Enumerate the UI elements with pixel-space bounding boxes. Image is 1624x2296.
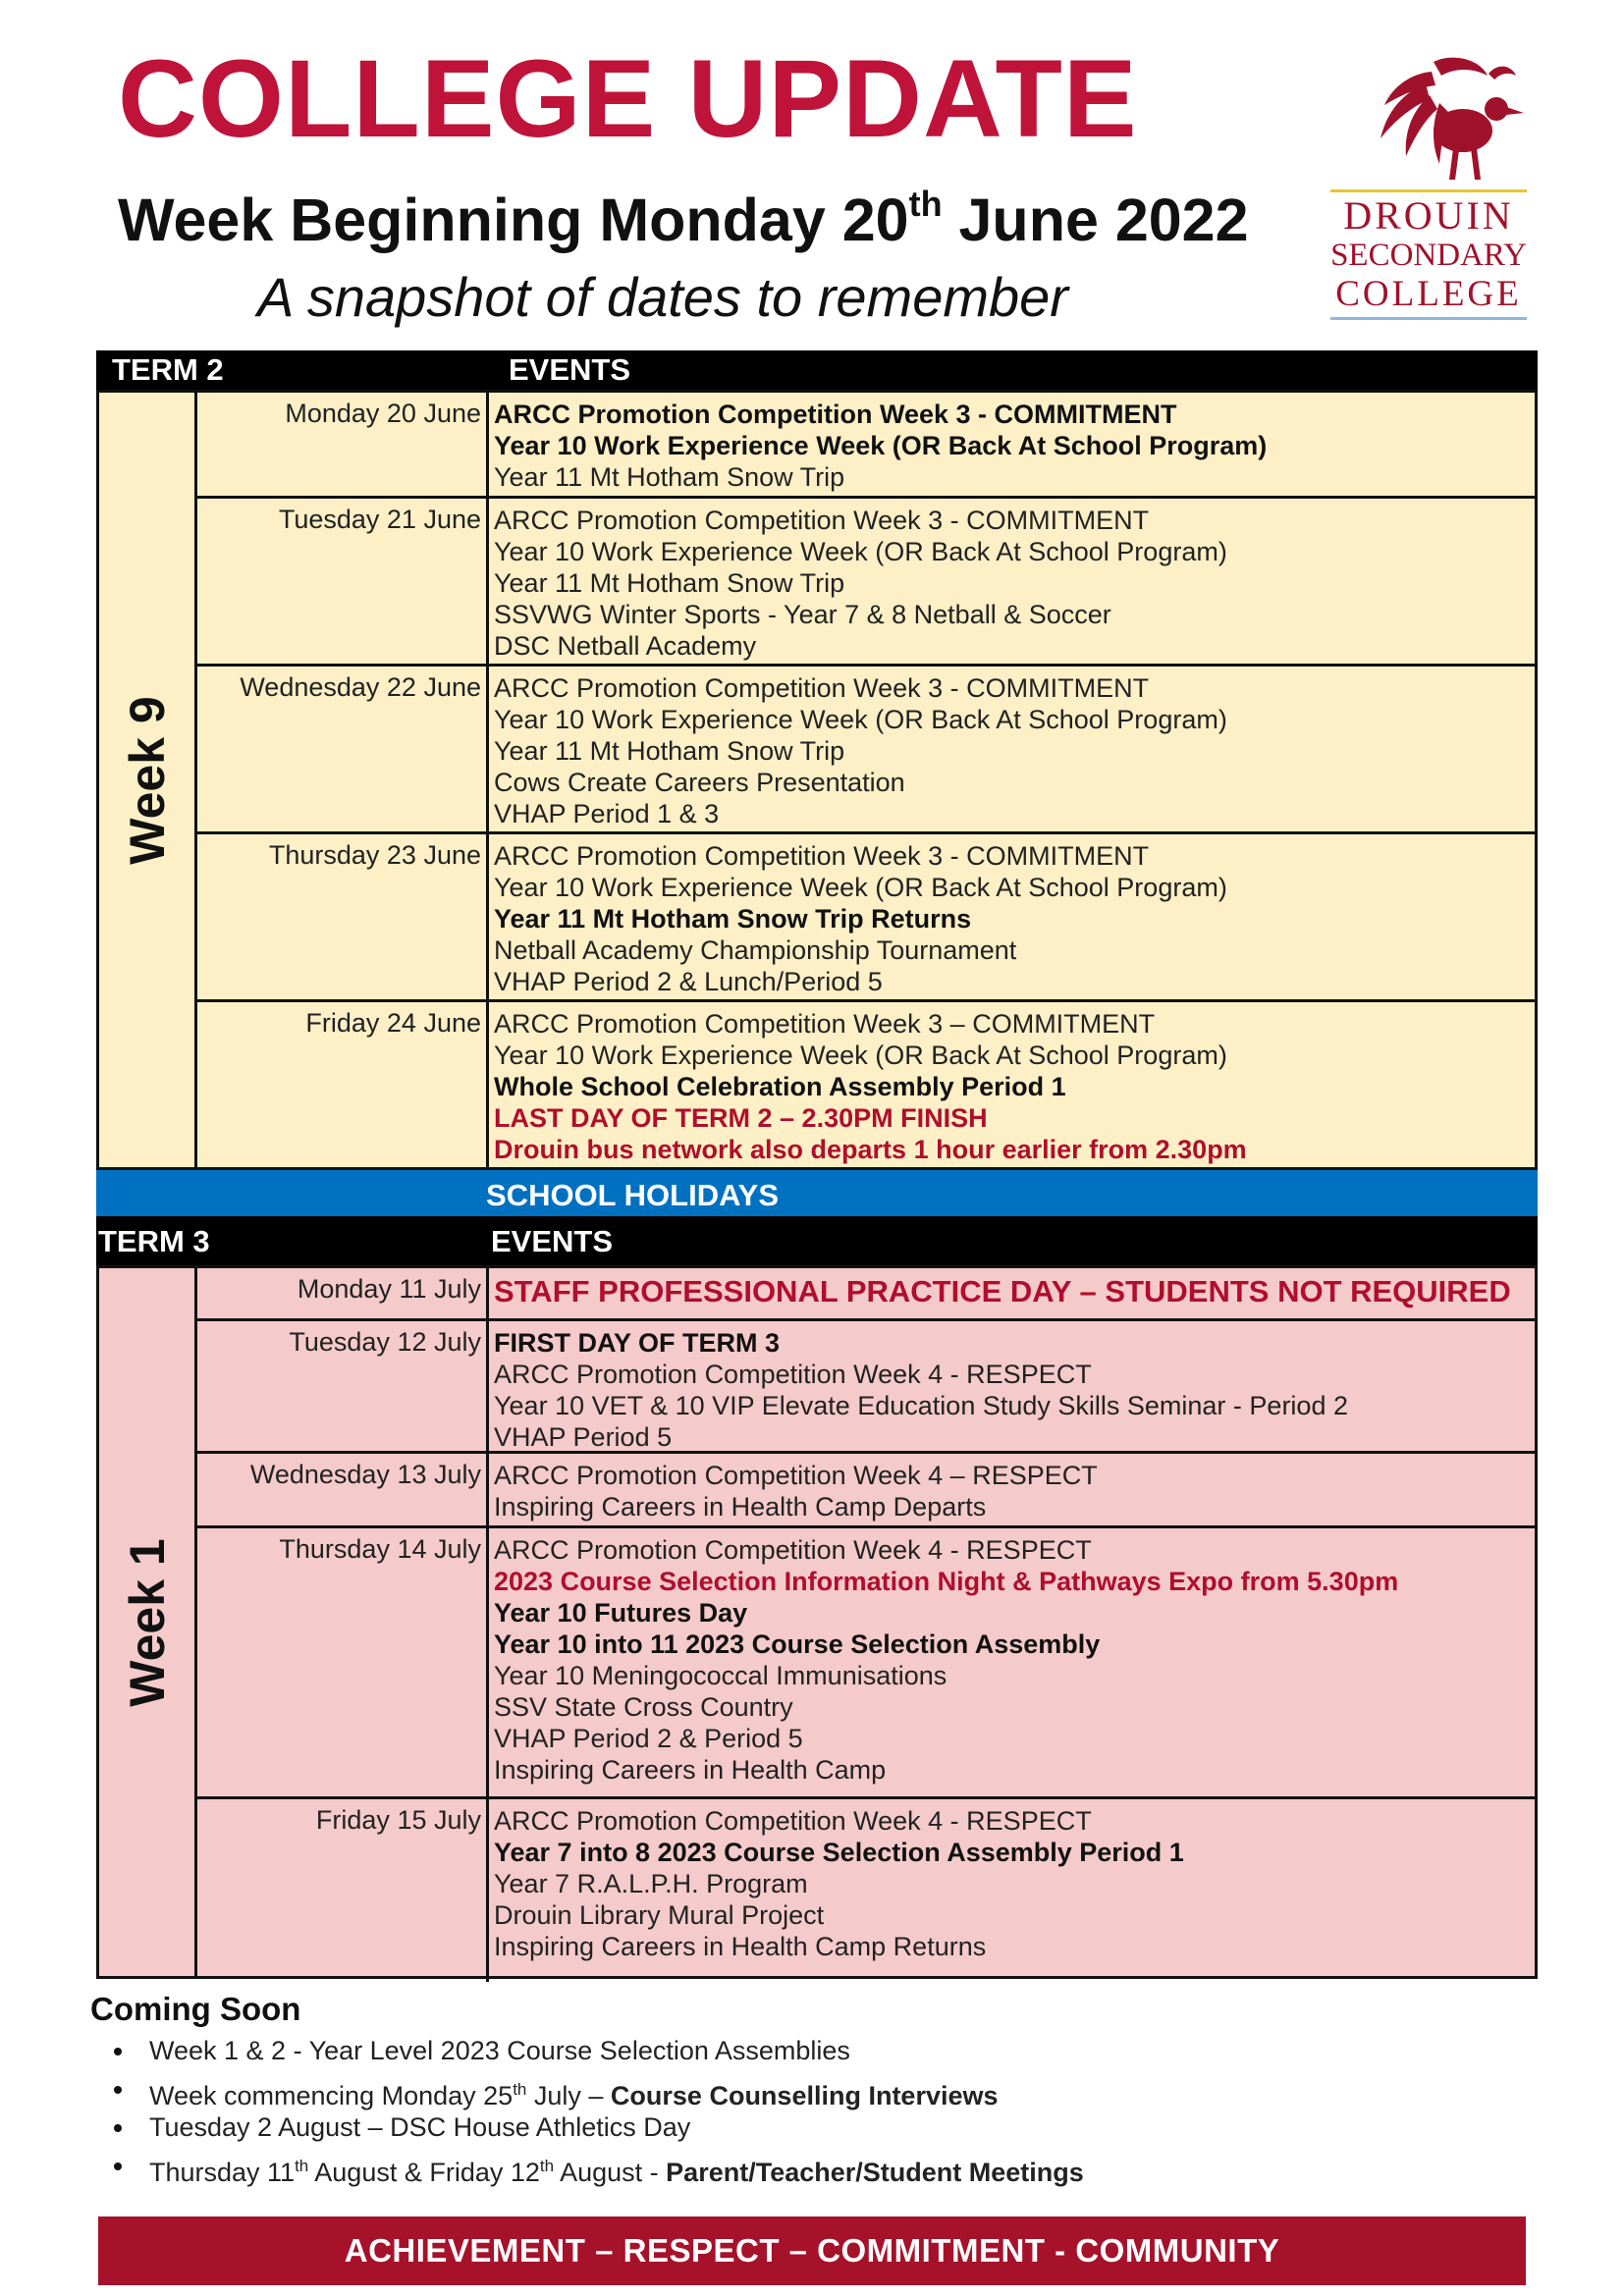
term2-header <box>96 350 1538 390</box>
day-events <box>494 1805 1529 1962</box>
event-item: Drouin bus network also departs 1 hour earlier from 2.30pm <box>494 1135 1247 1164</box>
coming-soon-item: Week commencing Monday 25th July – Course Counselling Interviews <box>108 2070 1084 2109</box>
event-item: Year 7 R.A.L.P.H. Program <box>494 1869 808 1898</box>
lyrebird-icon <box>1316 54 1542 187</box>
term2-table <box>96 390 1538 1170</box>
day-events <box>494 505 1529 662</box>
page-title: COLLEGE UPDATE <box>118 37 1138 160</box>
event-item: Inspiring Careers in Health Camp <box>494 1755 887 1785</box>
event-item: ARCC Promotion Competition Week 4 - RESPECT <box>494 1535 1092 1565</box>
day-row <box>197 1528 1535 1799</box>
event-item: Year 11 Mt Hotham Snow Trip Returns <box>494 904 972 934</box>
coming-soon-item: Thursday 11th August & Friday 12th August - Parent/Teacher/Student Meetings <box>108 2147 1084 2185</box>
day-events <box>494 1534 1529 1786</box>
bullet-icon <box>114 2124 122 2132</box>
event-item: SSVWG Winter Sports - Year 7 & 8 Netball & Soccer <box>494 600 1111 629</box>
logo-line-2: SECONDARY <box>1330 238 1527 273</box>
event-item: ARCC Promotion Competition Week 3 - COMMITMENT <box>494 673 1150 703</box>
event-item: Year 11 Mt Hotham Snow Trip <box>494 736 845 766</box>
event-item: DSC Netball Academy <box>494 631 757 661</box>
day-date: Thursday 23 June <box>197 834 489 999</box>
day-events <box>494 1327 1529 1453</box>
event-item: 2023 Course Selection Information Night & Pathways Expo from 5.30pm <box>494 1567 1399 1596</box>
coming-soon-title: Coming Soon <box>90 1991 301 2027</box>
event-item: ARCC Promotion Competition Week 4 – RESPECT <box>494 1461 1098 1490</box>
event-item: Year 10 Meningococcal Immunisations <box>494 1661 947 1690</box>
day-row <box>197 1454 1535 1528</box>
event-item: VHAP Period 1 & 3 <box>494 799 720 828</box>
event-item: Netball Academy Championship Tournament <box>494 935 1017 965</box>
week-1-label: Week 1 <box>119 1537 175 1707</box>
day-date: Monday 20 June <box>197 393 489 496</box>
event-item: LAST DAY OF TERM 2 – 2.30PM FINISH <box>494 1103 988 1133</box>
day-row <box>197 1321 1535 1454</box>
event-item: VHAP Period 2 & Period 5 <box>494 1724 803 1753</box>
event-item: Inspiring Careers in Health Camp Departs <box>494 1492 987 1522</box>
event-item: Whole School Celebration Assembly Period 1 <box>494 1072 1066 1101</box>
day-events <box>494 840 1529 997</box>
day-date: Thursday 14 July <box>197 1528 489 1796</box>
term3-table <box>96 1265 1538 1979</box>
day-date: Tuesday 21 June <box>197 499 489 664</box>
event-item: Year 10 Work Experience Week (OR Back At School Program) <box>494 1041 1227 1070</box>
event-item: Year 11 Mt Hotham Snow Trip <box>494 568 845 598</box>
coming-soon-list <box>108 2032 1084 2185</box>
day-row <box>197 1002 1535 1173</box>
event-item: Inspiring Careers in Health Camp Returns <box>494 1932 987 1961</box>
event-item: ARCC Promotion Competition Week 4 - RESPECT <box>494 1360 1092 1389</box>
event-item: Year 10 into 11 2023 Course Selection Assembly <box>494 1629 1101 1659</box>
event-item: FIRST DAY OF TERM 3 <box>494 1328 781 1358</box>
day-events <box>494 1008 1529 1165</box>
week-9-label: Week 9 <box>119 695 175 865</box>
day-row <box>197 393 1535 499</box>
day-events <box>494 672 1529 829</box>
coming-soon-item: Tuesday 2 August – DSC House Athletics Day <box>108 2109 1084 2147</box>
event-item: Year 7 into 8 2023 Course Selection Assembly Period 1 <box>494 1838 1184 1867</box>
event-item: Cows Create Careers Presentation <box>494 768 905 797</box>
term3-events-label: EVENTS <box>491 1224 614 1258</box>
event-item: Year 11 Mt Hotham Snow Trip <box>494 462 845 492</box>
event-item: ARCC Promotion Competition Week 3 - COMMITMENT <box>494 841 1150 871</box>
day-row <box>197 499 1535 667</box>
event-item: Year 10 Futures Day <box>494 1598 748 1628</box>
event-item: Drouin Library Mural Project <box>494 1900 825 1930</box>
bullet-icon <box>114 2163 122 2170</box>
logo-line-1: DROUIN <box>1343 193 1514 238</box>
event-item: Year 10 Work Experience Week (OR Back At School Program) <box>494 537 1227 566</box>
day-row <box>197 667 1535 834</box>
day-date: Wednesday 22 June <box>197 667 489 831</box>
event-item: Year 10 Work Experience Week (OR Back At School Program) <box>494 705 1227 734</box>
day-date: Wednesday 13 July <box>197 1454 489 1525</box>
event-item: Year 10 VET & 10 VIP Elevate Education Study Skills Seminar - Period 2 <box>494 1391 1348 1420</box>
event-item: ARCC Promotion Competition Week 3 – COMMITMENT <box>494 1009 1156 1039</box>
event-item: ARCC Promotion Competition Week 3 - COMMITMENT <box>494 506 1150 535</box>
page-subtitle: Week Beginning Monday 20th June 2022 <box>118 184 1249 253</box>
day-row <box>197 834 1535 1002</box>
bullet-icon <box>114 2086 122 2094</box>
day-date: Friday 15 July <box>197 1799 489 1982</box>
day-events <box>494 399 1529 493</box>
day-row <box>197 1799 1535 1982</box>
logo-line-3: COLLEGE <box>1335 274 1522 314</box>
day-date: Monday 11 July <box>197 1268 489 1318</box>
event-item: SSV State Cross Country <box>494 1692 793 1722</box>
coming-soon-item: Week 1 & 2 - Year Level 2023 Course Selection Assemblies <box>108 2032 1084 2070</box>
school-holidays-label: SCHOOL HOLIDAYS <box>486 1178 779 1212</box>
event-item: ARCC Promotion Competition Week 4 - RESPECT <box>494 1806 1092 1836</box>
school-holidays-bar <box>96 1170 1538 1216</box>
page-tagline: A snapshot of dates to remember <box>257 266 1068 328</box>
day-events <box>494 1276 1529 1308</box>
term2-label: TERM 2 <box>112 352 224 387</box>
event-item: VHAP Period 2 & Lunch/Period 5 <box>494 967 883 996</box>
day-date: Tuesday 12 July <box>197 1321 489 1451</box>
day-row <box>197 1268 1535 1321</box>
event-item: Year 10 Work Experience Week (OR Back At School Program) <box>494 431 1268 460</box>
event-item: STAFF PROFESSIONAL PRACTICE DAY – STUDENTS NOT REQUIRED <box>494 1274 1511 1308</box>
day-events <box>494 1460 1529 1522</box>
week-1-column <box>99 1268 197 1976</box>
college-logo <box>1316 54 1542 329</box>
event-item: ARCC Promotion Competition Week 3 - COMMITMENT <box>494 400 1177 429</box>
week-9-column <box>99 393 197 1167</box>
event-item: Year 10 Work Experience Week (OR Back At School Program) <box>494 873 1227 902</box>
bullet-icon <box>114 2048 122 2056</box>
term3-label: TERM 3 <box>98 1224 210 1258</box>
term2-events-label: EVENTS <box>509 352 631 387</box>
term3-header <box>96 1216 1538 1265</box>
footer-motto: ACHIEVEMENT – RESPECT – COMMITMENT - COMMUNITY <box>98 2216 1526 2285</box>
day-date: Friday 24 June <box>197 1002 489 1173</box>
event-item: VHAP Period 5 <box>494 1422 673 1452</box>
